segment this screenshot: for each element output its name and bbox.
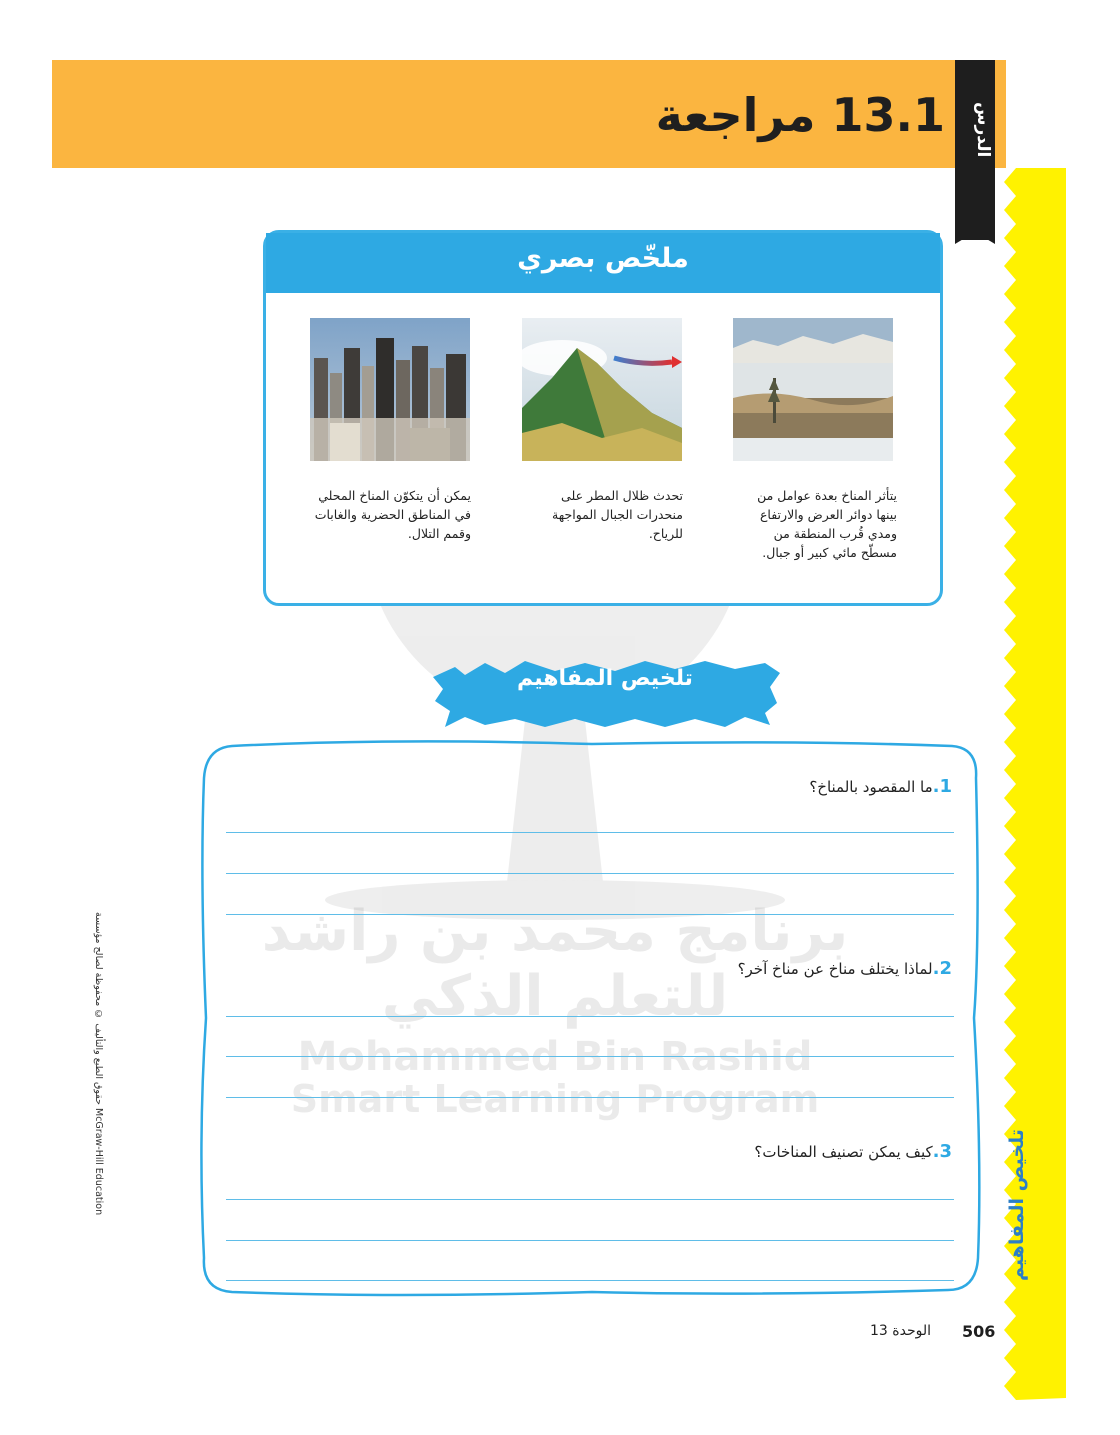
- questions-box: [192, 738, 984, 1300]
- answer-line[interactable]: [226, 1016, 954, 1017]
- answer-line[interactable]: [226, 832, 954, 833]
- unit-label: الوحدة 13: [870, 1323, 932, 1339]
- watermark-english-1: Mohammed Bin Rashid: [297, 1034, 813, 1080]
- city-skyline-image: [310, 318, 470, 461]
- watermark-english-2: Smart Learning Program: [290, 1077, 820, 1121]
- caption-plain: يتأثر المناخ بعدة عوامل من بينها دوائر العرض والارتفاع ومدي قُرب المنطقة من مسطّح مائي كبير أو جبال.: [757, 488, 897, 560]
- page-number: 506: [962, 1322, 996, 1341]
- copyright-credit: حقوق الطبع والتأليف © محفوظة لصالح مؤسسة McGraw-Hill Education: [93, 912, 104, 1216]
- question-2-number: 2.: [932, 958, 952, 979]
- answer-line[interactable]: [226, 1056, 954, 1057]
- visual-summary-title: ملخّص بصري: [517, 243, 689, 274]
- side-label: تلخيص المفاهيم: [1006, 1129, 1028, 1281]
- concepts-title: تلخيص المفاهيم: [517, 666, 693, 691]
- lesson-label: الدرس: [973, 102, 993, 158]
- question-3-number: 3.: [932, 1141, 952, 1162]
- mountain-image: [522, 318, 682, 461]
- caption-city: يمكن أن يتكوّن المناخ المحلي في المناطق الحضرية والغابات وقمم التلال.: [314, 488, 471, 541]
- question-2: [738, 958, 952, 979]
- answer-line[interactable]: [226, 873, 954, 874]
- watermark-arabic-1: برنامج محمد بن راشد: [261, 899, 849, 964]
- question-1-text: ما المقصود بالمناخ؟: [809, 778, 933, 796]
- visual-summary-card: [263, 230, 943, 606]
- watermark-arabic-2: للتعلم الذكي: [381, 964, 729, 1029]
- caption-mountain: تحدث ظلال المطر على منحدرات الجبال المواجهة للرياح.: [552, 488, 683, 541]
- answer-line[interactable]: [226, 1240, 954, 1241]
- page-title: 13.1 مراجعة: [655, 88, 945, 142]
- snowy-plain-image: [733, 318, 893, 461]
- answer-line[interactable]: [226, 914, 954, 915]
- lesson-tab-notch: [955, 230, 995, 244]
- answer-line[interactable]: [226, 1199, 954, 1200]
- question-3: [754, 1141, 952, 1162]
- question-3-text: كيف يمكن تصنيف المناخات؟: [754, 1143, 933, 1161]
- answer-line[interactable]: [226, 1280, 954, 1281]
- question-1: [809, 776, 952, 797]
- question-2-text: لماذا يختلف مناخ عن مناخ آخر؟: [737, 960, 933, 978]
- answer-line[interactable]: [226, 1097, 954, 1098]
- question-1-number: 1.: [932, 776, 952, 797]
